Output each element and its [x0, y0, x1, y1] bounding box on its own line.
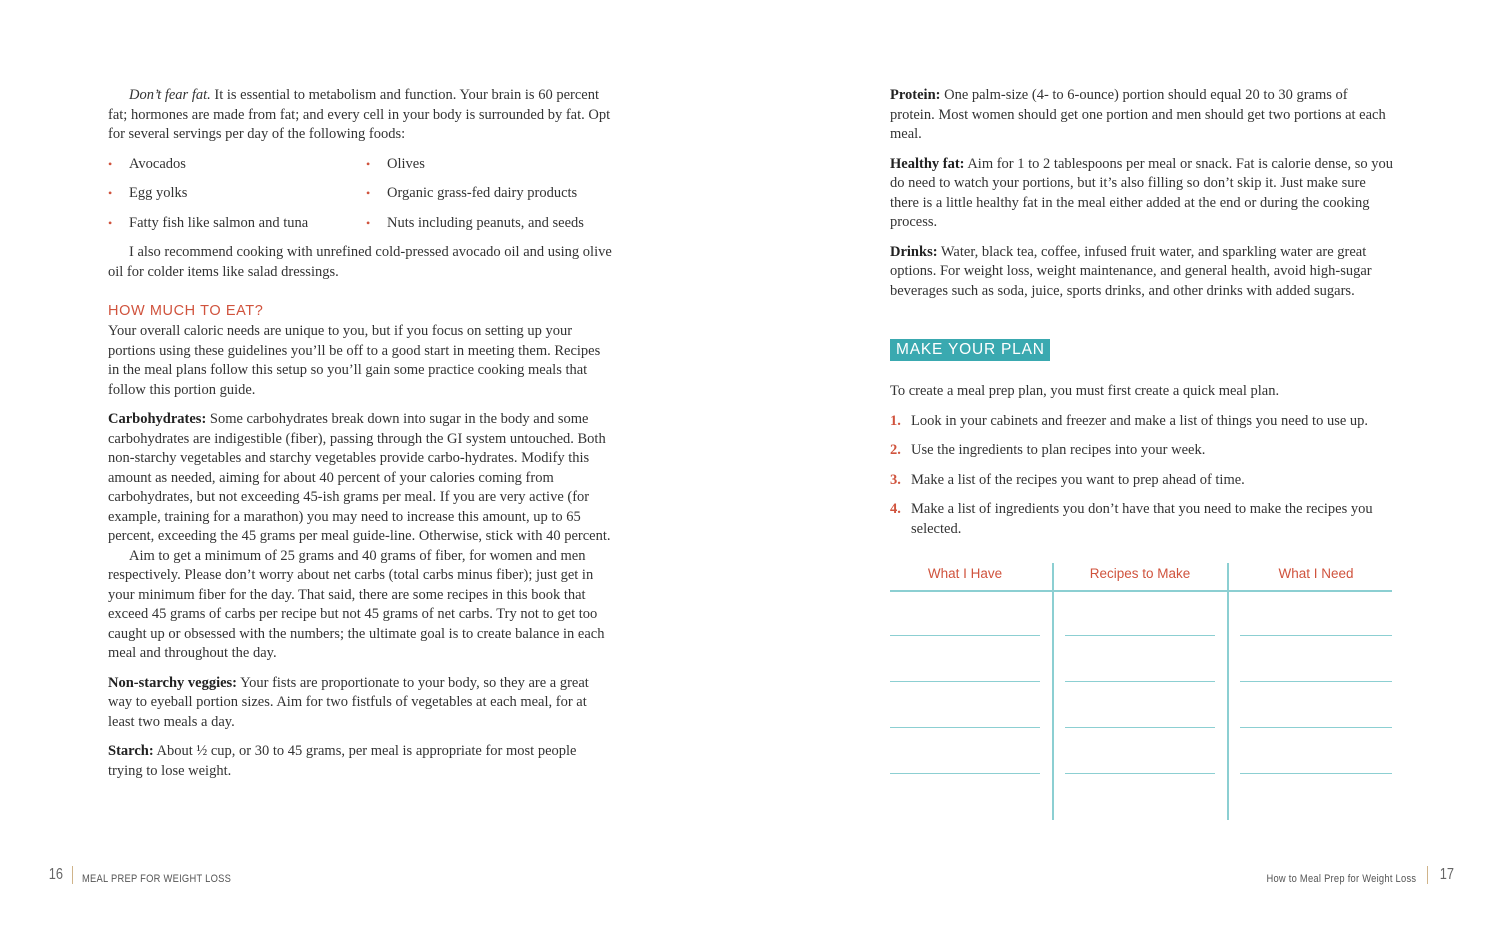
write-in-line[interactable]	[890, 635, 1040, 636]
column-header-what-i-have: What I Have	[927, 566, 1003, 581]
list-item-text: Avocados	[129, 155, 186, 172]
drinks-label: Drinks:	[890, 243, 938, 260]
step-number: 1.	[890, 412, 901, 429]
step-item	[890, 500, 1395, 539]
step-item	[890, 441, 1395, 461]
list-item	[366, 214, 616, 234]
step-number: 3.	[890, 471, 901, 488]
drinks-paragraph	[890, 243, 1395, 302]
step-item	[890, 412, 1395, 432]
bullet-icon: •	[108, 156, 113, 171]
right-page	[750, 0, 1500, 925]
step-text: Use the ingredients to plan recipes into your week.	[911, 442, 1206, 458]
left-footer	[47, 866, 65, 884]
starch-text: About ½ cup, or 30 to 45 grams, per meal is appropriate for most people trying to lose weight.	[108, 743, 577, 779]
list-item	[108, 155, 366, 175]
starch-paragraph	[108, 742, 613, 781]
right-footer	[1438, 866, 1456, 884]
healthy-fat-text: Aim for 1 to 2 tablespoons per meal or snack. Fat is calorie dense, so you do need to watch your portions, but it’s also filling so don’t skip it. Just make sure there is a little healthy fat in the meal either added at the end or during the cooking process.	[890, 155, 1393, 230]
write-in-line[interactable]	[1065, 727, 1215, 728]
bullet-icon: •	[366, 215, 371, 230]
step-number: 4.	[890, 501, 901, 517]
write-in-line[interactable]	[1240, 727, 1392, 728]
right-running-title-wrap	[1240, 869, 1416, 887]
list-item	[108, 214, 366, 234]
bullet-icon: •	[108, 186, 113, 200]
fiber-paragraph: Aim to get a minimum of 25 grams and 40 grams of fiber, for women and men respectively. Please don’t worry about net carbs (total carbs minus fiber); just get in your minimum fiber for the day. That said, there are some recipes in this book that exceed 45 grams of carbs per recipe but not 45 grams of net carbs. Try not to get too caught up or obsessed with the numbers; the ultimate goal is to create balance in each meal and throughout the day.	[108, 547, 605, 661]
write-in-line[interactable]	[1065, 635, 1215, 636]
oil-note: I also recommend cooking with unrefined cold-pressed avocado oil and using olive oil for colder items like salad dressings.	[108, 244, 612, 280]
list-item-text: Nuts including peanuts, and seeds	[387, 214, 584, 231]
healthy-fat-paragraph	[890, 155, 1395, 233]
veggies-label: Non-starchy veggies:	[108, 674, 238, 691]
write-in-line[interactable]	[890, 773, 1040, 774]
carbs-paragraph	[108, 410, 613, 547]
write-in-line[interactable]	[890, 727, 1040, 728]
footer-divider	[1427, 866, 1428, 884]
right-column	[890, 86, 1395, 549]
how-much-heading: HOW MUCH TO EAT?	[108, 303, 264, 319]
page-number: 17	[1439, 866, 1455, 883]
make-your-plan-heading: MAKE YOUR PLAN	[890, 339, 1050, 361]
write-in-line[interactable]	[1065, 773, 1215, 774]
drinks-text: Water, black tea, coffee, infused fruit water, and sparkling water are great options. For weight loss, weight maintenance, and general health, avoid high-sugar beverages such as soda, juice, sports drinks, and other drinks with added sugars.	[890, 243, 1372, 299]
step-item	[890, 471, 1395, 491]
column-header-recipes-to-make: Recipes to Make	[1089, 566, 1191, 581]
column-divider	[1052, 563, 1054, 820]
header-rule	[890, 590, 1392, 592]
write-in-line[interactable]	[1240, 635, 1392, 636]
plan-intro: To create a meal prep plan, you must first create a quick meal plan.	[890, 383, 1280, 399]
intro-text: It is essential to metabolism and function. Your brain is 60 percent fat; hormones are made from fat; and every cell in your body is surrounded by fat. Opt for several servings per day of the following foods:	[108, 87, 611, 142]
running-title: MEAL PREP FOR WEIGHT LOSS	[82, 873, 232, 885]
write-in-line[interactable]	[1065, 681, 1215, 682]
carbs-label: Carbohydrates:	[108, 411, 207, 427]
protein-text: One palm-size (4- to 6-ounce) portion should equal 20 to 30 grams of protein. Most women should get one portion and men should get two portions at each meal.	[890, 87, 1386, 142]
intro-italic: Don’t fear fat.	[129, 87, 211, 103]
list-item	[366, 184, 616, 204]
write-in-line[interactable]	[1240, 773, 1392, 774]
left-column	[108, 86, 613, 791]
left-running-title-wrap	[82, 869, 257, 887]
column-divider	[1227, 563, 1229, 820]
starch-label: Starch:	[108, 743, 154, 759]
bullet-icon: •	[366, 186, 371, 200]
intro-paragraph	[108, 86, 613, 145]
list-item	[366, 155, 616, 175]
step-text: Make a list of ingredients you don’t have that you need to make the recipes you selected.	[911, 501, 1373, 537]
footer-divider	[72, 866, 73, 884]
list-item	[108, 184, 366, 204]
healthy-fat-label: Healthy fat:	[890, 155, 965, 172]
step-number: 2.	[890, 442, 901, 458]
meal-plan-worksheet	[890, 563, 1392, 820]
column-header-what-i-need: What I Need	[1278, 566, 1354, 581]
protein-label: Protein:	[890, 87, 941, 103]
how-much-paragraph: Your overall caloric needs are unique to you, but if you focus on setting up your portions using these guidelines you’ll be off to a good start in meeting them. Recipes in the meal plans follow this setup so you’ll gain some practice cooking meals that follow this portion guide.	[108, 323, 601, 398]
plan-steps	[890, 412, 1395, 540]
step-text: Look in your cabinets and freezer and make a list of things you need to use up.	[911, 412, 1369, 429]
protein-paragraph	[890, 86, 1395, 145]
fat-foods-list	[108, 155, 613, 234]
step-text: Make a list of the recipes you want to prep ahead of time.	[911, 471, 1245, 488]
write-in-line[interactable]	[890, 681, 1040, 682]
bullet-icon: •	[108, 215, 113, 230]
write-in-line[interactable]	[1240, 681, 1392, 682]
list-item-text: Fatty fish like salmon and tuna	[129, 214, 309, 231]
veggies-text: Your fists are proportionate to your body, so they are a great way to eyeball portion sizes. Aim for two fistfuls of vegetables at each meal, for at least two meals a day.	[108, 674, 589, 730]
list-item-text: Organic grass-fed dairy products	[387, 185, 578, 201]
list-item-text: Egg yolks	[129, 185, 188, 201]
list-item-text: Olives	[387, 155, 425, 172]
page-number: 16	[48, 866, 64, 883]
carbs-text: Some carbohydrates break down into sugar in the body and some carbohydrates are indigestible (fiber), passing through the GI system untouched. Both non-starchy vegetables and starchy vegetables provide carbo-hydrates. Modify this amount as needed, aiming for about 40 percent of your calories coming from carbohydrates, but not exceeding 45-ish grams per meal. If you are very active (for example, training for a marathon) you may need to increase this amount, up to 65 percent, exceeding the 45 grams per meal guide-line. Otherwise, stick with 40 percent.	[108, 411, 611, 544]
running-title: How to Meal Prep for Weight Loss	[1266, 873, 1416, 885]
bullet-icon: •	[366, 156, 371, 171]
veggies-paragraph	[108, 674, 613, 733]
